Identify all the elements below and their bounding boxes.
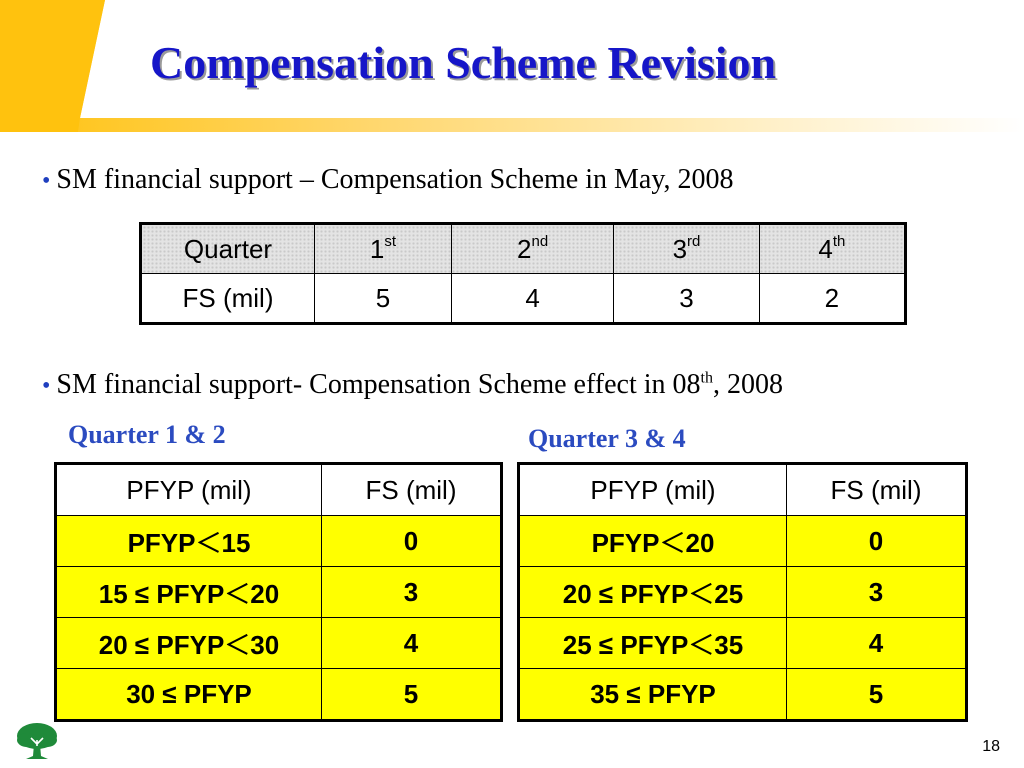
- quarter-header-4: 4th: [759, 224, 905, 274]
- quarter-header-2: 2nd: [451, 224, 613, 274]
- fs-value: 0: [787, 516, 967, 567]
- quarter-header-label: Quarter: [141, 224, 315, 274]
- table-row: [56, 618, 502, 669]
- fs-value: 3: [787, 567, 967, 618]
- bullet-2-superscript: th: [700, 369, 713, 387]
- pfyp-header: PFYP (mil): [519, 464, 787, 516]
- pfyp-range: 20 ≤ PFYP＜30: [56, 618, 322, 669]
- fs-value-q4: 2: [759, 274, 905, 324]
- pfyp-table-q3-q4: [517, 462, 968, 722]
- fs-value-q3: 3: [614, 274, 759, 324]
- table-row: [519, 567, 967, 618]
- pfyp-table-q1-q2: [54, 462, 503, 722]
- fs-value: 5: [322, 669, 502, 721]
- table-row: [519, 669, 967, 721]
- pfyp-range: 35 ≤ PFYP: [519, 669, 787, 721]
- table-row: [141, 274, 906, 324]
- page-number: 18: [982, 738, 1000, 755]
- table-row: [56, 567, 502, 618]
- table-header-row: [141, 224, 906, 274]
- right-table-caption: Quarter 3 & 4: [528, 424, 686, 453]
- pfyp-range: PFYP＜15: [56, 516, 322, 567]
- fs-header: FS (mil): [322, 464, 502, 516]
- pfyp-range: 30 ≤ PFYP: [56, 669, 322, 721]
- fs-value: 5: [787, 669, 967, 721]
- bullet-2-text-end: , 2008: [712, 369, 783, 400]
- table-header-row: [56, 464, 502, 516]
- bullet-dot-icon: •: [42, 373, 51, 399]
- fs-value-q2: 4: [451, 274, 613, 324]
- left-table-caption: Quarter 1 & 2: [68, 420, 226, 449]
- quarter-header-1: 1st: [315, 224, 452, 274]
- fs-header: FS (mil): [787, 464, 967, 516]
- fs-value: 0: [322, 516, 502, 567]
- pfyp-range: PFYP＜20: [519, 516, 787, 567]
- bullet-dot-icon: •: [42, 168, 51, 194]
- table-header-row: [519, 464, 967, 516]
- fs-value: 4: [322, 618, 502, 669]
- bullet-1-text: SM financial support – Compensation Scheme in May, 2008: [56, 164, 734, 195]
- slide-title: Compensation Scheme Revision: [150, 37, 777, 88]
- bullet-2-text: SM financial support- Compensation Scheme effect in 08: [56, 369, 701, 400]
- table-row: [519, 516, 967, 567]
- quarter-header-3: 3rd: [614, 224, 759, 274]
- quarter-fs-table: [139, 222, 907, 325]
- bullet-item-2: [42, 369, 783, 401]
- pfyp-range: 20 ≤ PFYP＜25: [519, 567, 787, 618]
- table-row: [56, 516, 502, 567]
- fs-value-q1: 5: [315, 274, 452, 324]
- fs-row-label: FS (mil): [141, 274, 315, 324]
- tree-logo-icon: [14, 718, 60, 767]
- table-row: [519, 618, 967, 669]
- fs-value: 3: [322, 567, 502, 618]
- bullet-item-1: [42, 164, 734, 196]
- pfyp-header: PFYP (mil): [56, 464, 322, 516]
- fs-value: 4: [787, 618, 967, 669]
- table-row: [56, 669, 502, 721]
- pfyp-range: 15 ≤ PFYP＜20: [56, 567, 322, 618]
- pfyp-range: 25 ≤ PFYP＜35: [519, 618, 787, 669]
